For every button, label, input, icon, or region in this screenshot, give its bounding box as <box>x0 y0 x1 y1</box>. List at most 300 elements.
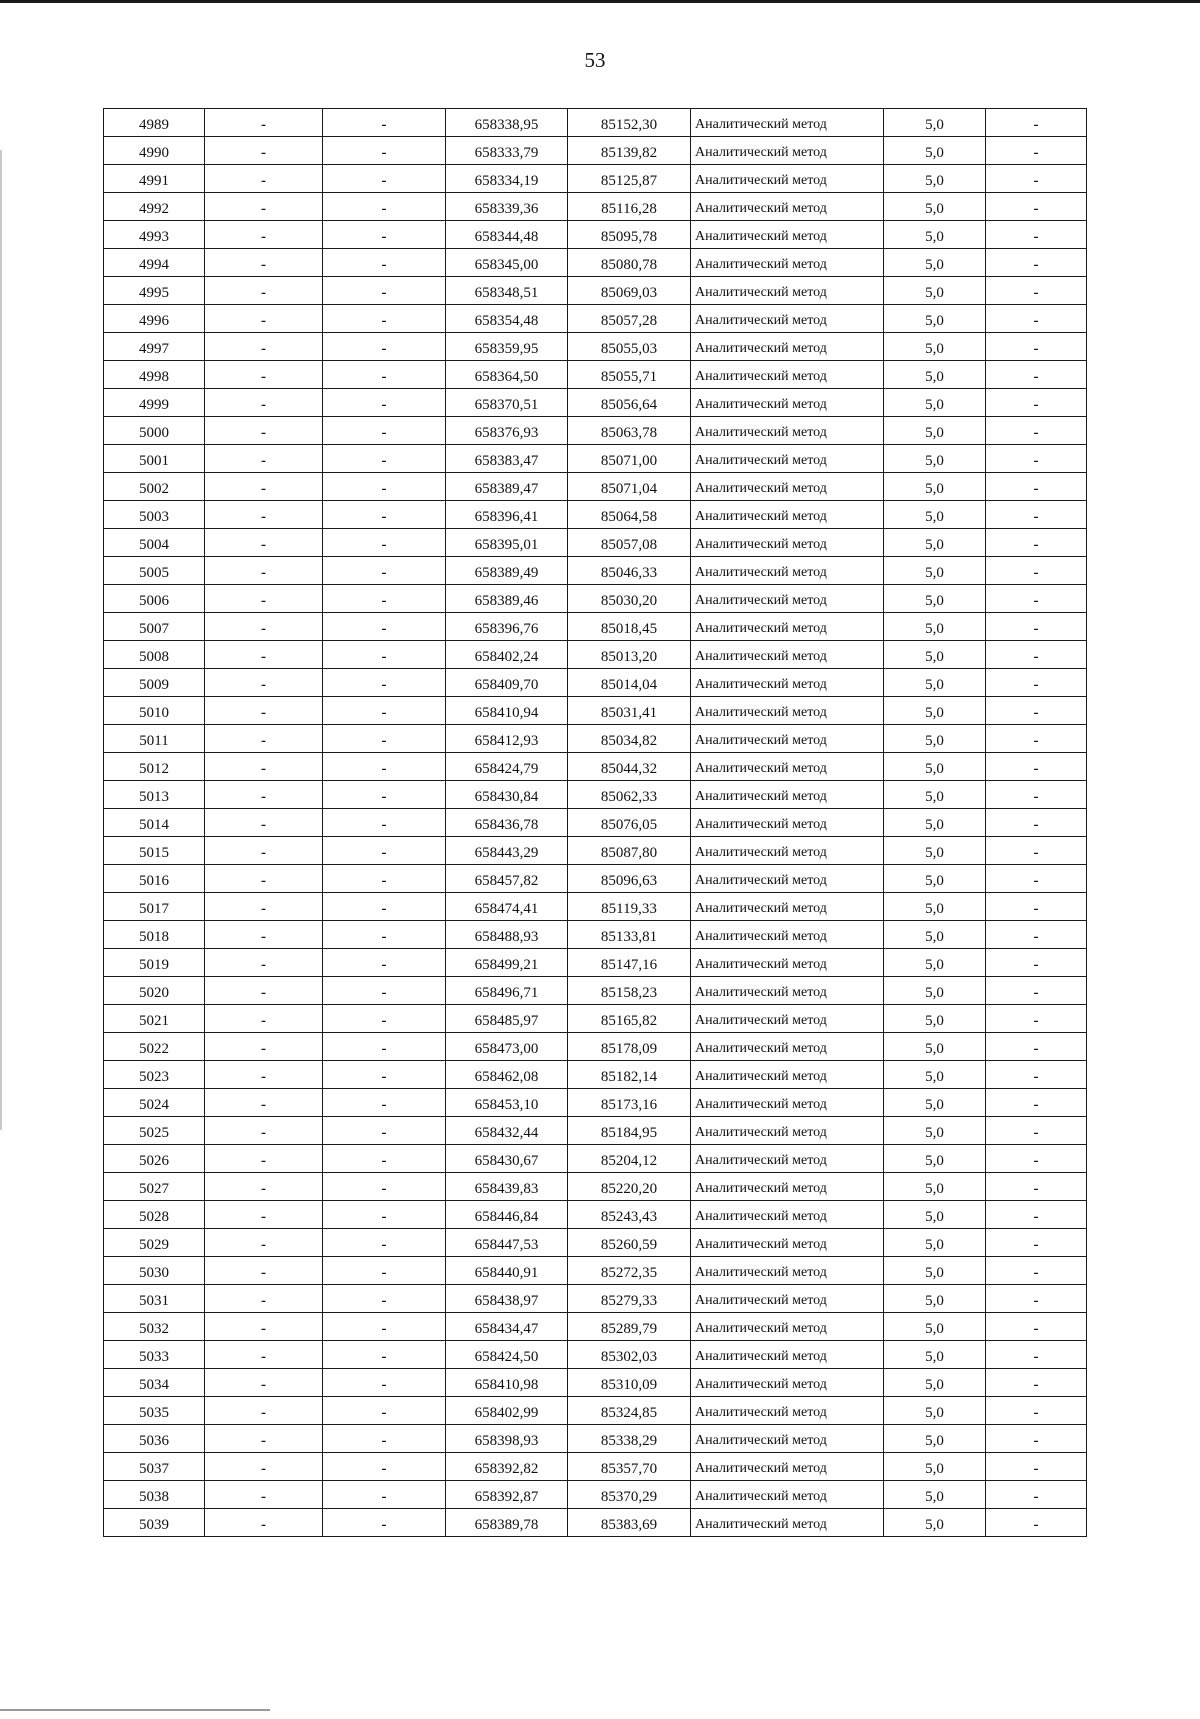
accuracy-cell: 5,0 <box>884 1201 986 1229</box>
x-coordinate-cell: 658389,78 <box>446 1509 568 1537</box>
table-row <box>104 529 1087 557</box>
dash-cell-b: - <box>323 473 446 501</box>
x-coordinate-cell: 658345,00 <box>446 249 568 277</box>
accuracy-cell: 5,0 <box>884 641 986 669</box>
x-coordinate-cell: 658446,84 <box>446 1201 568 1229</box>
method-cell: Аналитический метод <box>691 1397 884 1425</box>
accuracy-cell: 5,0 <box>884 221 986 249</box>
point-number-cell: 5029 <box>104 1229 205 1257</box>
accuracy-cell: 5,0 <box>884 1257 986 1285</box>
table-row <box>104 501 1087 529</box>
method-cell: Аналитический метод <box>691 501 884 529</box>
dash-cell-b: - <box>323 529 446 557</box>
x-coordinate-cell: 658389,46 <box>446 585 568 613</box>
method-cell: Аналитический метод <box>691 333 884 361</box>
table-row <box>104 361 1087 389</box>
y-coordinate-cell: 85064,58 <box>568 501 691 529</box>
point-number-cell: 5019 <box>104 949 205 977</box>
dash-cell-c: - <box>986 1341 1087 1369</box>
dash-cell-b: - <box>323 977 446 1005</box>
x-coordinate-cell: 658438,97 <box>446 1285 568 1313</box>
accuracy-cell: 5,0 <box>884 389 986 417</box>
dash-cell-b: - <box>323 1369 446 1397</box>
x-coordinate-cell: 658473,00 <box>446 1033 568 1061</box>
dash-cell-a: - <box>205 193 323 221</box>
method-cell: Аналитический метод <box>691 1369 884 1397</box>
y-coordinate-cell: 85220,20 <box>568 1173 691 1201</box>
dash-cell-c: - <box>986 865 1087 893</box>
point-number-cell: 5025 <box>104 1117 205 1145</box>
y-coordinate-cell: 85279,33 <box>568 1285 691 1313</box>
dash-cell-a: - <box>205 109 323 137</box>
dash-cell-b: - <box>323 641 446 669</box>
accuracy-cell: 5,0 <box>884 193 986 221</box>
method-cell: Аналитический метод <box>691 1313 884 1341</box>
table-row <box>104 1033 1087 1061</box>
dash-cell-b: - <box>323 1453 446 1481</box>
x-coordinate-cell: 658424,50 <box>446 1341 568 1369</box>
method-cell: Аналитический метод <box>691 1061 884 1089</box>
dash-cell-a: - <box>205 865 323 893</box>
dash-cell-a: - <box>205 249 323 277</box>
x-coordinate-cell: 658462,08 <box>446 1061 568 1089</box>
table-body <box>104 109 1087 1537</box>
point-number-cell: 5023 <box>104 1061 205 1089</box>
dash-cell-c: - <box>986 585 1087 613</box>
table-row <box>104 1285 1087 1313</box>
accuracy-cell: 5,0 <box>884 417 986 445</box>
accuracy-cell: 5,0 <box>884 613 986 641</box>
y-coordinate-cell: 85165,82 <box>568 1005 691 1033</box>
point-number-cell: 4990 <box>104 137 205 165</box>
point-number-cell: 5026 <box>104 1145 205 1173</box>
accuracy-cell: 5,0 <box>884 865 986 893</box>
dash-cell-a: - <box>205 1285 323 1313</box>
point-number-cell: 5022 <box>104 1033 205 1061</box>
y-coordinate-cell: 85338,29 <box>568 1425 691 1453</box>
dash-cell-b: - <box>323 389 446 417</box>
x-coordinate-cell: 658392,82 <box>446 1453 568 1481</box>
method-cell: Аналитический метод <box>691 277 884 305</box>
x-coordinate-cell: 658364,50 <box>446 361 568 389</box>
dash-cell-c: - <box>986 1285 1087 1313</box>
table-row <box>104 921 1087 949</box>
point-number-cell: 5015 <box>104 837 205 865</box>
y-coordinate-cell: 85152,30 <box>568 109 691 137</box>
method-cell: Аналитический метод <box>691 1285 884 1313</box>
dash-cell-a: - <box>205 837 323 865</box>
dash-cell-c: - <box>986 1117 1087 1145</box>
method-cell: Аналитический метод <box>691 529 884 557</box>
dash-cell-b: - <box>323 1229 446 1257</box>
table-row <box>104 1061 1087 1089</box>
dash-cell-a: - <box>205 977 323 1005</box>
table-row <box>104 585 1087 613</box>
y-coordinate-cell: 85119,33 <box>568 893 691 921</box>
x-coordinate-cell: 658430,84 <box>446 781 568 809</box>
table-row <box>104 445 1087 473</box>
dash-cell-c: - <box>986 781 1087 809</box>
x-coordinate-cell: 658389,49 <box>446 557 568 585</box>
y-coordinate-cell: 85158,23 <box>568 977 691 1005</box>
table-row <box>104 949 1087 977</box>
dash-cell-c: - <box>986 1005 1087 1033</box>
accuracy-cell: 5,0 <box>884 529 986 557</box>
accuracy-cell: 5,0 <box>884 1005 986 1033</box>
method-cell: Аналитический метод <box>691 893 884 921</box>
y-coordinate-cell: 85031,41 <box>568 697 691 725</box>
dash-cell-c: - <box>986 249 1087 277</box>
table-row <box>104 417 1087 445</box>
method-cell: Аналитический метод <box>691 613 884 641</box>
accuracy-cell: 5,0 <box>884 781 986 809</box>
dash-cell-a: - <box>205 529 323 557</box>
table-row <box>104 865 1087 893</box>
point-number-cell: 5007 <box>104 613 205 641</box>
dash-cell-c: - <box>986 1229 1087 1257</box>
dash-cell-c: - <box>986 305 1087 333</box>
dash-cell-c: - <box>986 1145 1087 1173</box>
point-number-cell: 5038 <box>104 1481 205 1509</box>
x-coordinate-cell: 658440,91 <box>446 1257 568 1285</box>
dash-cell-b: - <box>323 613 446 641</box>
point-number-cell: 4994 <box>104 249 205 277</box>
point-number-cell: 5024 <box>104 1089 205 1117</box>
accuracy-cell: 5,0 <box>884 753 986 781</box>
x-coordinate-cell: 658333,79 <box>446 137 568 165</box>
point-number-cell: 5012 <box>104 753 205 781</box>
dash-cell-a: - <box>205 1201 323 1229</box>
dash-cell-b: - <box>323 305 446 333</box>
x-coordinate-cell: 658383,47 <box>446 445 568 473</box>
dash-cell-b: - <box>323 333 446 361</box>
accuracy-cell: 5,0 <box>884 1313 986 1341</box>
dash-cell-a: - <box>205 641 323 669</box>
y-coordinate-cell: 85030,20 <box>568 585 691 613</box>
dash-cell-c: - <box>986 669 1087 697</box>
point-number-cell: 5017 <box>104 893 205 921</box>
dash-cell-b: - <box>323 1201 446 1229</box>
y-coordinate-cell: 85055,71 <box>568 361 691 389</box>
x-coordinate-cell: 658453,10 <box>446 1089 568 1117</box>
x-coordinate-cell: 658409,70 <box>446 669 568 697</box>
dash-cell-a: - <box>205 753 323 781</box>
dash-cell-a: - <box>205 1453 323 1481</box>
y-coordinate-cell: 85013,20 <box>568 641 691 669</box>
dash-cell-c: - <box>986 221 1087 249</box>
accuracy-cell: 5,0 <box>884 1173 986 1201</box>
dash-cell-c: - <box>986 949 1087 977</box>
dash-cell-a: - <box>205 1341 323 1369</box>
dash-cell-c: - <box>986 893 1087 921</box>
method-cell: Аналитический метод <box>691 193 884 221</box>
x-coordinate-cell: 658334,19 <box>446 165 568 193</box>
point-number-cell: 4989 <box>104 109 205 137</box>
accuracy-cell: 5,0 <box>884 333 986 361</box>
dash-cell-c: - <box>986 1033 1087 1061</box>
dash-cell-b: - <box>323 417 446 445</box>
accuracy-cell: 5,0 <box>884 277 986 305</box>
dash-cell-a: - <box>205 949 323 977</box>
accuracy-cell: 5,0 <box>884 557 986 585</box>
point-number-cell: 5010 <box>104 697 205 725</box>
method-cell: Аналитический метод <box>691 109 884 137</box>
dash-cell-a: - <box>205 305 323 333</box>
x-coordinate-cell: 658402,99 <box>446 1397 568 1425</box>
dash-cell-c: - <box>986 837 1087 865</box>
method-cell: Аналитический метод <box>691 1341 884 1369</box>
accuracy-cell: 5,0 <box>884 305 986 333</box>
table-row <box>104 277 1087 305</box>
dash-cell-b: - <box>323 1509 446 1537</box>
y-coordinate-cell: 85063,78 <box>568 417 691 445</box>
dash-cell-c: - <box>986 753 1087 781</box>
x-coordinate-cell: 658410,98 <box>446 1369 568 1397</box>
accuracy-cell: 5,0 <box>884 1285 986 1313</box>
y-coordinate-cell: 85324,85 <box>568 1397 691 1425</box>
table-row <box>104 1117 1087 1145</box>
accuracy-cell: 5,0 <box>884 473 986 501</box>
y-coordinate-cell: 85272,35 <box>568 1257 691 1285</box>
accuracy-cell: 5,0 <box>884 1145 986 1173</box>
dash-cell-a: - <box>205 277 323 305</box>
x-coordinate-cell: 658395,01 <box>446 529 568 557</box>
dash-cell-c: - <box>986 193 1087 221</box>
table-row <box>104 249 1087 277</box>
method-cell: Аналитический метод <box>691 1229 884 1257</box>
table-row <box>104 809 1087 837</box>
dash-cell-c: - <box>986 1509 1087 1537</box>
point-number-cell: 5030 <box>104 1257 205 1285</box>
table-row <box>104 221 1087 249</box>
dash-cell-b: - <box>323 109 446 137</box>
dash-cell-c: - <box>986 641 1087 669</box>
x-coordinate-cell: 658447,53 <box>446 1229 568 1257</box>
table-row <box>104 109 1087 137</box>
point-number-cell: 4995 <box>104 277 205 305</box>
table-row <box>104 1257 1087 1285</box>
dash-cell-a: - <box>205 893 323 921</box>
x-coordinate-cell: 658488,93 <box>446 921 568 949</box>
method-cell: Аналитический метод <box>691 305 884 333</box>
method-cell: Аналитический метод <box>691 417 884 445</box>
dash-cell-a: - <box>205 669 323 697</box>
point-number-cell: 4998 <box>104 361 205 389</box>
dash-cell-b: - <box>323 1005 446 1033</box>
accuracy-cell: 5,0 <box>884 725 986 753</box>
table-row <box>104 669 1087 697</box>
accuracy-cell: 5,0 <box>884 1509 986 1537</box>
dash-cell-b: - <box>323 1061 446 1089</box>
accuracy-cell: 5,0 <box>884 445 986 473</box>
coordinates-table-container <box>103 108 1087 1537</box>
scan-bottom-edge <box>0 1709 270 1711</box>
dash-cell-c: - <box>986 809 1087 837</box>
dash-cell-c: - <box>986 1061 1087 1089</box>
y-coordinate-cell: 85383,69 <box>568 1509 691 1537</box>
dash-cell-c: - <box>986 1453 1087 1481</box>
method-cell: Аналитический метод <box>691 473 884 501</box>
y-coordinate-cell: 85139,82 <box>568 137 691 165</box>
table-row <box>104 613 1087 641</box>
accuracy-cell: 5,0 <box>884 585 986 613</box>
method-cell: Аналитический метод <box>691 221 884 249</box>
method-cell: Аналитический метод <box>691 585 884 613</box>
point-number-cell: 5028 <box>104 1201 205 1229</box>
dash-cell-b: - <box>323 1257 446 1285</box>
table-row <box>104 557 1087 585</box>
point-number-cell: 5000 <box>104 417 205 445</box>
dash-cell-a: - <box>205 781 323 809</box>
dash-cell-c: - <box>986 417 1087 445</box>
dash-cell-c: - <box>986 137 1087 165</box>
x-coordinate-cell: 658457,82 <box>446 865 568 893</box>
y-coordinate-cell: 85178,09 <box>568 1033 691 1061</box>
dash-cell-a: - <box>205 473 323 501</box>
y-coordinate-cell: 85071,00 <box>568 445 691 473</box>
point-number-cell: 5004 <box>104 529 205 557</box>
method-cell: Аналитический метод <box>691 1033 884 1061</box>
accuracy-cell: 5,0 <box>884 697 986 725</box>
dash-cell-b: - <box>323 781 446 809</box>
accuracy-cell: 5,0 <box>884 893 986 921</box>
point-number-cell: 5009 <box>104 669 205 697</box>
method-cell: Аналитический метод <box>691 1509 884 1537</box>
accuracy-cell: 5,0 <box>884 109 986 137</box>
dash-cell-b: - <box>323 893 446 921</box>
point-number-cell: 5036 <box>104 1425 205 1453</box>
dash-cell-b: - <box>323 1341 446 1369</box>
y-coordinate-cell: 85095,78 <box>568 221 691 249</box>
dash-cell-a: - <box>205 389 323 417</box>
dash-cell-b: - <box>323 837 446 865</box>
scan-top-edge <box>0 0 1200 3</box>
method-cell: Аналитический метод <box>691 1173 884 1201</box>
accuracy-cell: 5,0 <box>884 837 986 865</box>
x-coordinate-cell: 658348,51 <box>446 277 568 305</box>
point-number-cell: 5005 <box>104 557 205 585</box>
point-number-cell: 5002 <box>104 473 205 501</box>
method-cell: Аналитический метод <box>691 445 884 473</box>
table-row <box>104 389 1087 417</box>
point-number-cell: 5034 <box>104 1369 205 1397</box>
x-coordinate-cell: 658392,87 <box>446 1481 568 1509</box>
dash-cell-b: - <box>323 277 446 305</box>
dash-cell-a: - <box>205 697 323 725</box>
y-coordinate-cell: 85173,16 <box>568 1089 691 1117</box>
accuracy-cell: 5,0 <box>884 949 986 977</box>
table-row <box>104 1089 1087 1117</box>
x-coordinate-cell: 658430,67 <box>446 1145 568 1173</box>
x-coordinate-cell: 658376,93 <box>446 417 568 445</box>
y-coordinate-cell: 85062,33 <box>568 781 691 809</box>
accuracy-cell: 5,0 <box>884 1229 986 1257</box>
dash-cell-a: - <box>205 1089 323 1117</box>
dash-cell-b: - <box>323 725 446 753</box>
scan-left-edge <box>0 150 2 1130</box>
method-cell: Аналитический метод <box>691 1089 884 1117</box>
x-coordinate-cell: 658410,94 <box>446 697 568 725</box>
dash-cell-a: - <box>205 1229 323 1257</box>
dash-cell-b: - <box>323 1397 446 1425</box>
method-cell: Аналитический метод <box>691 809 884 837</box>
table-row <box>104 781 1087 809</box>
method-cell: Аналитический метод <box>691 977 884 1005</box>
x-coordinate-cell: 658338,95 <box>446 109 568 137</box>
dash-cell-b: - <box>323 249 446 277</box>
y-coordinate-cell: 85046,33 <box>568 557 691 585</box>
dash-cell-a: - <box>205 809 323 837</box>
table-row <box>104 1173 1087 1201</box>
y-coordinate-cell: 85080,78 <box>568 249 691 277</box>
accuracy-cell: 5,0 <box>884 1453 986 1481</box>
y-coordinate-cell: 85057,08 <box>568 529 691 557</box>
table-row <box>104 977 1087 1005</box>
method-cell: Аналитический метод <box>691 921 884 949</box>
dash-cell-a: - <box>205 221 323 249</box>
dash-cell-a: - <box>205 165 323 193</box>
dash-cell-b: - <box>323 1313 446 1341</box>
point-number-cell: 4992 <box>104 193 205 221</box>
dash-cell-b: - <box>323 949 446 977</box>
x-coordinate-cell: 658499,21 <box>446 949 568 977</box>
x-coordinate-cell: 658396,76 <box>446 613 568 641</box>
dash-cell-a: - <box>205 1313 323 1341</box>
dash-cell-a: - <box>205 1117 323 1145</box>
method-cell: Аналитический метод <box>691 389 884 417</box>
point-number-cell: 5013 <box>104 781 205 809</box>
x-coordinate-cell: 658474,41 <box>446 893 568 921</box>
dash-cell-c: - <box>986 445 1087 473</box>
point-number-cell: 5003 <box>104 501 205 529</box>
y-coordinate-cell: 85116,28 <box>568 193 691 221</box>
point-number-cell: 4997 <box>104 333 205 361</box>
dash-cell-c: - <box>986 473 1087 501</box>
accuracy-cell: 5,0 <box>884 1481 986 1509</box>
x-coordinate-cell: 658398,93 <box>446 1425 568 1453</box>
dash-cell-a: - <box>205 1033 323 1061</box>
dash-cell-a: - <box>205 1145 323 1173</box>
x-coordinate-cell: 658436,78 <box>446 809 568 837</box>
point-number-cell: 4996 <box>104 305 205 333</box>
x-coordinate-cell: 658485,97 <box>446 1005 568 1033</box>
dash-cell-c: - <box>986 1201 1087 1229</box>
dash-cell-a: - <box>205 1369 323 1397</box>
dash-cell-b: - <box>323 1173 446 1201</box>
coordinates-table <box>103 108 1087 1537</box>
dash-cell-b: - <box>323 921 446 949</box>
x-coordinate-cell: 658434,47 <box>446 1313 568 1341</box>
method-cell: Аналитический метод <box>691 837 884 865</box>
method-cell: Аналитический метод <box>691 249 884 277</box>
accuracy-cell: 5,0 <box>884 1089 986 1117</box>
table-row <box>104 893 1087 921</box>
x-coordinate-cell: 658389,47 <box>446 473 568 501</box>
y-coordinate-cell: 85125,87 <box>568 165 691 193</box>
dash-cell-b: - <box>323 1117 446 1145</box>
method-cell: Аналитический метод <box>691 137 884 165</box>
dash-cell-a: - <box>205 585 323 613</box>
dash-cell-c: - <box>986 977 1087 1005</box>
accuracy-cell: 5,0 <box>884 137 986 165</box>
dash-cell-a: - <box>205 725 323 753</box>
point-number-cell: 5037 <box>104 1453 205 1481</box>
dash-cell-c: - <box>986 1173 1087 1201</box>
dash-cell-c: - <box>986 1257 1087 1285</box>
dash-cell-a: - <box>205 1425 323 1453</box>
accuracy-cell: 5,0 <box>884 809 986 837</box>
point-number-cell: 5001 <box>104 445 205 473</box>
